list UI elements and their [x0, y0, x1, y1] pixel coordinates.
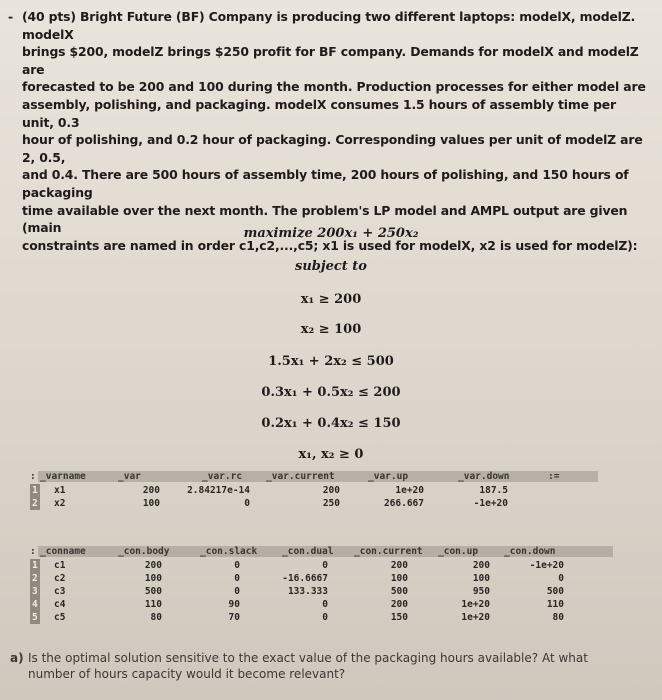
column-header: _con.up — [438, 546, 479, 557]
constraint-c4: 0.3x₁ + 0.5x₂ ≤ 200 — [261, 385, 401, 400]
row-index: 2 — [32, 573, 38, 584]
table-cell: c1 — [54, 560, 66, 571]
table-cell: 0 — [234, 573, 240, 584]
constraint-c1: x₁ ≥ 200 — [300, 292, 362, 307]
objective-function: maximize 200x₁ + 250x₂ — [243, 226, 419, 241]
column-header: _var.up — [368, 471, 409, 482]
table-cell: -16.6667 — [282, 573, 328, 584]
column-header: _varname — [40, 471, 86, 482]
table-cell: -1e+20 — [529, 560, 564, 571]
column-header: _con.down — [504, 546, 556, 557]
table-cell: 100 — [390, 573, 408, 584]
question-line: number of hours capacity would it become relevant? — [28, 667, 346, 681]
table-cell: c3 — [54, 586, 66, 597]
subject-to-label: subject to — [295, 259, 367, 274]
question-label: a) — [10, 651, 24, 665]
constraint-c5: 0.2x₁ + 0.4x₂ ≤ 150 — [261, 416, 401, 431]
constraint-c2: x₂ ≥ 100 — [300, 322, 362, 337]
table-cell: 200 — [472, 560, 490, 571]
nonnegativity-constraint: x₁, x₂ ≥ 0 — [298, 447, 364, 462]
table-cell: 200 — [144, 560, 162, 571]
table-cell: 1e+20 — [461, 599, 490, 610]
table-cell: 90 — [228, 599, 240, 610]
problem-line: assembly, polishing, and packaging. modelX consumes 1.5 hours of assembly time per unit, 0.3 — [22, 96, 617, 130]
table-cell: 0 — [322, 560, 328, 571]
problem-line: brings $200, modelZ brings $250 profit for BF company. Demands for modelX and modelZ are — [22, 44, 639, 77]
column-header: _con.dual — [282, 546, 334, 557]
column-header: : — [30, 471, 36, 482]
bullet-marker: - — [8, 9, 13, 24]
row-index: 3 — [32, 586, 38, 597]
table-cell: 110 — [546, 599, 564, 610]
problem-line: time available over the next month. The problem's LP model and AMPL output are given (main — [22, 202, 628, 236]
table-cell: 0 — [234, 586, 240, 597]
column-header: _conname — [40, 546, 86, 557]
problem-text — [22, 8, 648, 254]
row-index: 2 — [32, 498, 38, 509]
table-cell: 0 — [558, 573, 564, 584]
table-cell: x1 — [54, 485, 66, 496]
table-cell: 80 — [150, 612, 162, 623]
row-index: 1 — [32, 560, 38, 571]
table-cell: 0 — [322, 599, 328, 610]
table-cell: 0 — [234, 560, 240, 571]
table-cell: 1e+20 — [395, 485, 424, 496]
problem-line: constraints are named in order c1,c2,...,c5; x1 is used for modelX, x2 is used for modelZ): — [22, 237, 638, 253]
table-cell: 950 — [472, 586, 490, 597]
table-cell: 100 — [144, 573, 162, 584]
table-cell: 1e+20 — [461, 612, 490, 623]
column-header: _var — [118, 471, 141, 482]
table-cell: 200 — [142, 485, 160, 496]
table-cell: 110 — [144, 599, 162, 610]
variable-output-table — [30, 470, 630, 520]
table-cell: 200 — [322, 485, 340, 496]
table-cell: 500 — [390, 586, 408, 597]
table-cell: c4 — [54, 599, 66, 610]
table-cell: c2 — [54, 573, 66, 584]
problem-line: forecasted to be 200 and 100 during the month. Production processes for either model are — [22, 79, 646, 95]
column-header: _var.down — [458, 471, 510, 482]
problem-line: hour of polishing, and 0.2 hour of packaging. Corresponding values per unit of modelZ are 2, 0.5, — [22, 132, 643, 165]
row-index: 4 — [32, 599, 38, 610]
table-cell: c5 — [54, 612, 66, 623]
problem-statement — [8, 8, 648, 254]
table-cell: 200 — [390, 599, 408, 610]
problem-line: (40 pts) Bright Future (BF) Company is producing two different laptops: modelX, modelZ. modelX — [22, 9, 636, 42]
table-cell: 100 — [142, 498, 160, 509]
row-index: 1 — [32, 485, 38, 496]
constraint-output-table — [30, 545, 640, 635]
row-index: 5 — [32, 612, 38, 623]
table-cell: 0 — [244, 498, 250, 509]
column-header: _var.current — [266, 471, 335, 482]
question-a — [10, 650, 638, 682]
table-cell: -1e+20 — [473, 498, 508, 509]
column-header: _con.slack — [200, 546, 258, 557]
constraint-c3: 1.5x₁ + 2x₂ ≤ 500 — [268, 354, 394, 369]
table-cell: 200 — [390, 560, 408, 571]
column-header: _con.body — [118, 546, 170, 557]
table-cell: x2 — [54, 498, 66, 509]
table-cell: 0 — [322, 612, 328, 623]
table-cell: 2.84217e-14 — [187, 485, 250, 496]
table-cell: 80 — [552, 612, 564, 623]
column-header: := — [548, 471, 560, 482]
table-cell: 266.667 — [383, 498, 424, 509]
table-cell: 150 — [390, 612, 408, 623]
column-header: _var.rc — [202, 471, 243, 482]
table-cell: 133.333 — [287, 586, 328, 597]
table-cell: 500 — [546, 586, 564, 597]
table-cell: 100 — [472, 573, 490, 584]
table-cell: 70 — [228, 612, 240, 623]
question-line: Is the optimal solution sensitive to the exact value of the packaging hours available? At what — [28, 651, 588, 665]
table-cell: 187.5 — [479, 485, 508, 496]
problem-line: and 0.4. There are 500 hours of assembly time, 200 hours of polishing, and 150 hours of packaging — [22, 167, 629, 200]
column-header: : — [30, 546, 36, 557]
column-header: _con.current — [354, 546, 423, 557]
table-cell: 250 — [322, 498, 340, 509]
table-cell: 500 — [144, 586, 162, 597]
